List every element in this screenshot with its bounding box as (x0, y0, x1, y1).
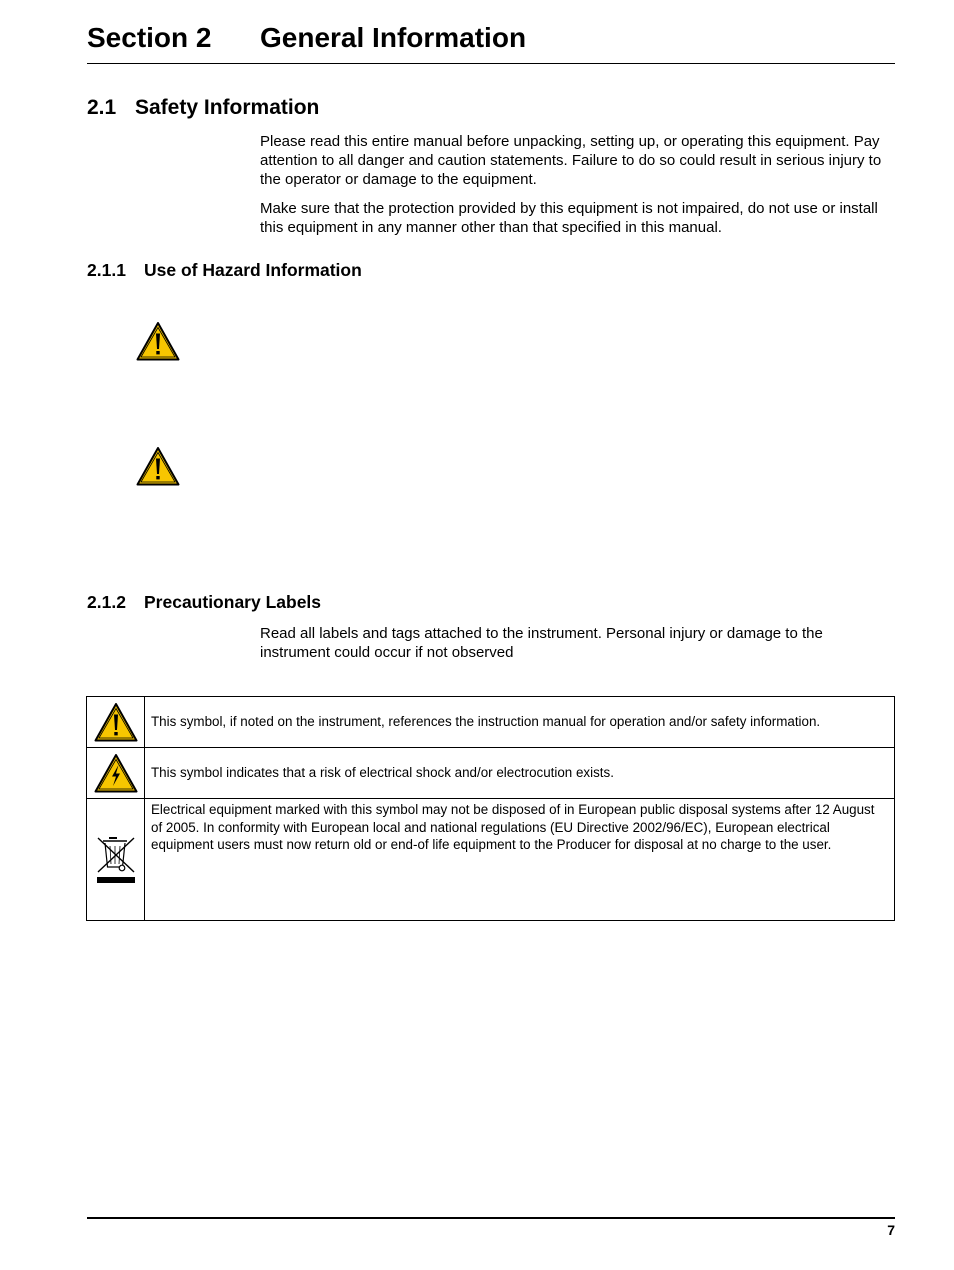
table-row (87, 799, 895, 921)
icon-cell (87, 748, 145, 799)
label-description: Electrical equipment marked with this symbol may not be disposed of in European public disposal systems after 12 August of 2005. In conformity with European local and national regulations (EU Directive 2002/96/EC), European electrical equipment users must now return old or end-of life equipment to the Producer for disposal at no charge to the user. (145, 799, 895, 921)
hazard-heading (87, 259, 587, 281)
page-number: 7 (887, 1222, 895, 1238)
warning-triangle-icon (136, 321, 180, 361)
table-row (87, 697, 895, 748)
header-rule (87, 63, 895, 64)
labels-intro: Read all labels and tags attached to the instrument. Personal injury or damage to the instrument could occur if not observed (260, 625, 823, 661)
section-heading (87, 18, 895, 62)
section-number: Section 2 (87, 22, 212, 53)
labels-heading-number: 2.1.2 (87, 592, 126, 612)
safety-heading-number: 2.1 (87, 96, 117, 119)
labels-heading (87, 591, 587, 613)
section-title: General Information (260, 22, 527, 53)
icon-cell (87, 799, 145, 921)
hazard-heading-number: 2.1.1 (87, 260, 126, 280)
safety-heading-title: Safety Information (135, 96, 320, 119)
label-description: This symbol indicates that a risk of electrical shock and/or electrocution exists. (145, 748, 895, 799)
icon-cell (87, 697, 145, 748)
electrical-shock-icon (94, 753, 138, 793)
table-row (87, 748, 895, 799)
warning-triangle-icon (136, 446, 180, 486)
labels-heading-title: Precautionary Labels (144, 592, 322, 612)
safety-paragraph-1: Please read this entire manual before unpacking, setting up, or operating this equipment. Pay attention to all danger and caution statements. Failure to do so could result in serious injury to the operator or damage to the equipment. (260, 133, 882, 188)
weee-bin-icon (94, 834, 138, 886)
footer-rule (87, 1217, 895, 1219)
hazard-heading-title: Use of Hazard Information (144, 260, 362, 280)
label-description: This symbol, if noted on the instrument, references the instruction manual for operation and/or safety information. (145, 697, 895, 748)
safety-paragraph-2: Make sure that the protection provided by this equipment is not impaired, do not use or install this equipment in any manner other than that specified in this manual. (260, 200, 878, 236)
warning-triangle-icon (94, 702, 138, 742)
precautionary-labels-table (86, 696, 895, 921)
safety-heading (87, 95, 587, 121)
